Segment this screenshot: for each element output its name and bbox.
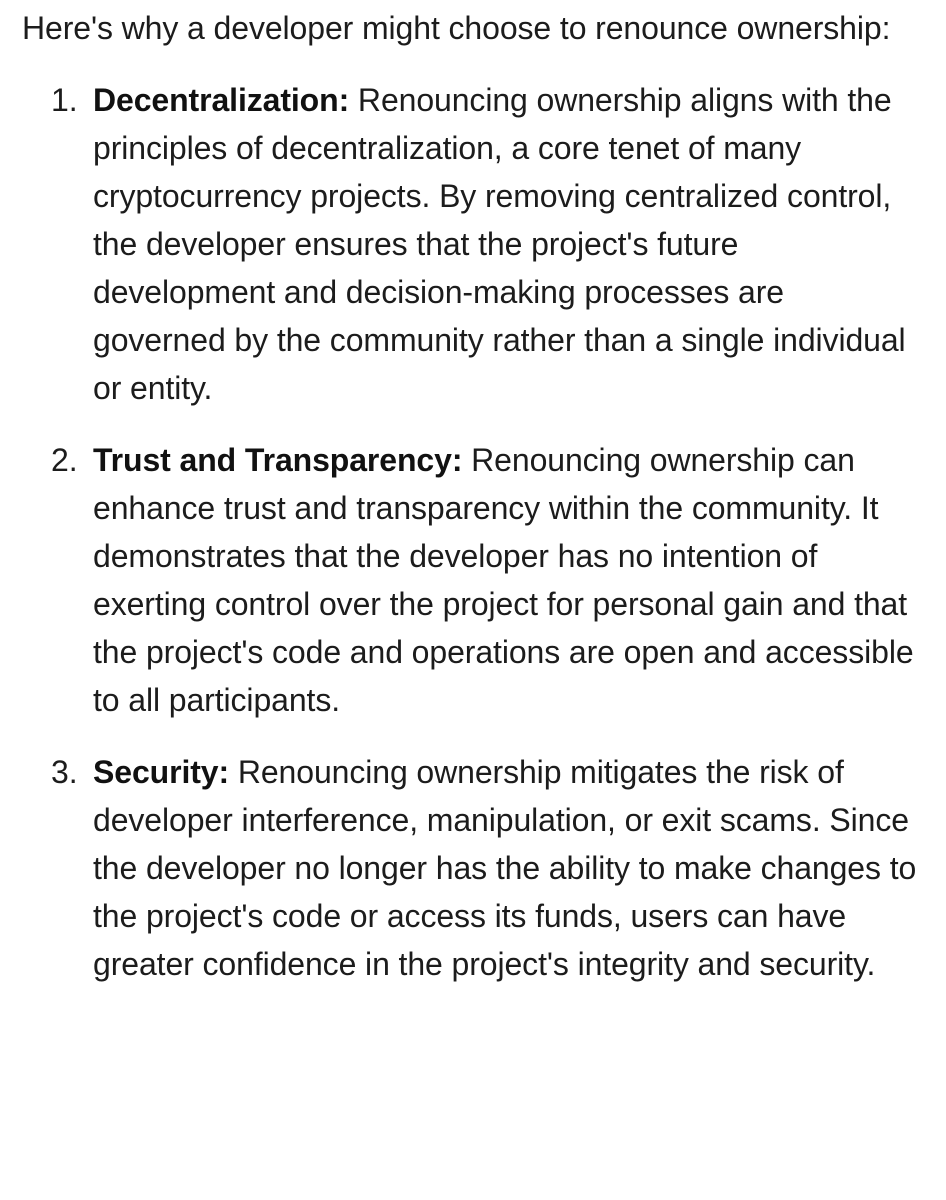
list-item-number: 1. xyxy=(51,82,78,118)
list-item-text: Renouncing ownership aligns with the principles of decentralization, a core tenet of many cryptocurrency projects. By removing centralized control, the developer ensures that the project's future development and decision-making processes are governed by the community rather than a single individual or entity. xyxy=(93,82,906,406)
list-item xyxy=(22,436,922,724)
list-item-term: Decentralization: xyxy=(93,82,350,118)
list-item xyxy=(22,748,922,988)
list-item-term: Trust and Transparency: xyxy=(93,442,463,478)
reasons-list xyxy=(22,76,922,988)
list-item-text: Renouncing ownership can enhance trust and transparency within the community. It demonstrates that the developer has no intention of exerting control over the project for personal gain and that the project's code and operations are open and accessible to all participants. xyxy=(93,442,914,718)
list-item xyxy=(22,76,922,412)
list-item-number: 2. xyxy=(51,442,78,478)
list-item-number: 3. xyxy=(51,754,78,790)
list-item-text: Renouncing ownership mitigates the risk of developer interference, manipulation, or exit scams. Since the developer no longer has the ability to make changes to the project's code or access its funds, users can have greater confidence in the project's integrity and security. xyxy=(93,754,917,982)
list-item-term: Security: xyxy=(93,754,230,790)
intro-paragraph: Here's why a developer might choose to renounce ownership: xyxy=(22,10,891,46)
message-content xyxy=(22,4,922,988)
